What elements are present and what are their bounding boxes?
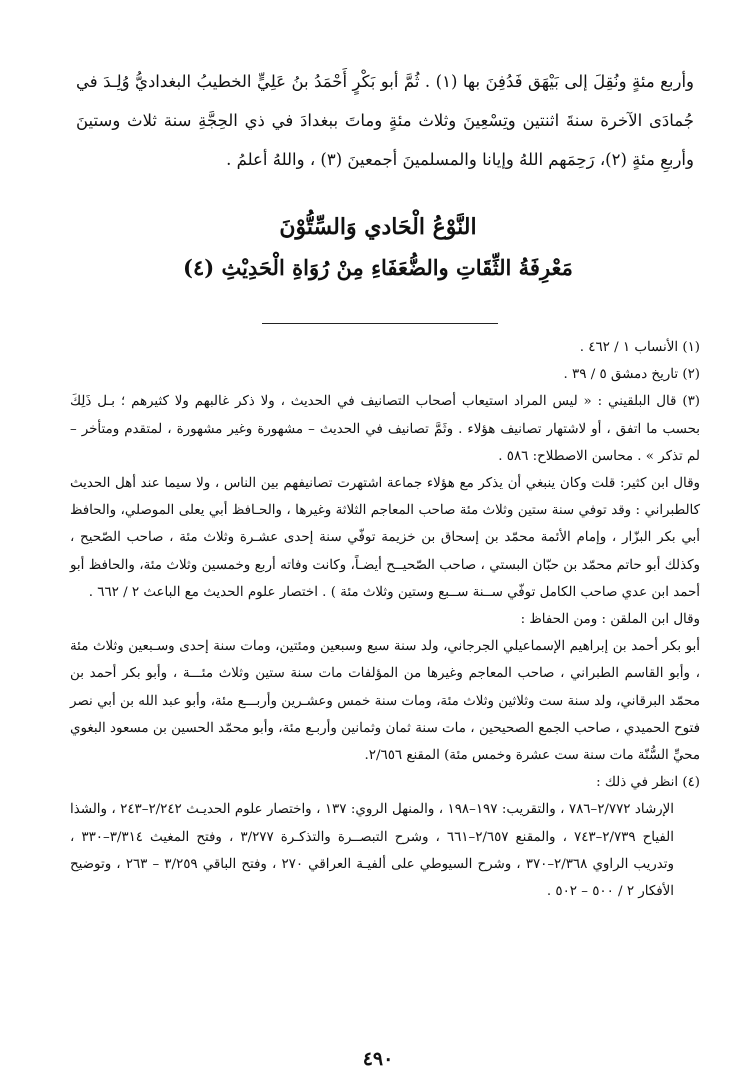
- footnote-4: الإرشاد ٢/٧٧٢–٧٨٦ ، والتقريب: ١٩٧–١٩٨ ، والمنهل الروي: ١٣٧ ، واختصار علوم الحديـث ٢/٢٤٢–٢٤٣ ، والشذا الفياح ٢/٧٣٩–٧٤٣ ، والمقنع ٢/٦٥٧–٦٦١ ، وشرح التبصــرة والتذكـرة ٣/٢٧٧ ، وفتح المغيث ٣/٣١٤–٣٣٠ ، وتدريب الراوي ٢/٣٦٨–٣٧٠ ، وشرح السيوطي على ألفيـة العراقي ٢٧٠ ، وفتح الباقي ٣/٢٥٩ – ٢٦٣ ، وتوضيح الأفكار ٢ / ٥٠٠ – ٥٠٢ .: [70, 802, 674, 900]
- footnotes-block: [70, 334, 700, 905]
- main-paragraph: وأربع مئةٍ ونُقِلَ إلى بَيْهَق فَدُفِنَ بها (١) . ثُمَّ أبو بَكْرٍ أَحْمَدُ بنُ عَلِيٍّ الخطيبُ البغداديُّ وُلِـدَ في جُمادَى الآخرة سنةَ اثنتين وتِسْعِينَ وثلاث مئةٍ وماتَ ببغدادَ في ذي الحِجَّةِ سنة ثلاث وستينَ وأربعِ مئةٍ (٢)، رَحِمَهم اللهُ وإيانا والمسلمينَ أجمعينَ (٣) ، واللهُ أعلمُ .: [76, 72, 694, 169]
- footnote-separator: [262, 323, 498, 324]
- main-text-block: [76, 62, 694, 179]
- chapter-subheading: مَعْرِفَةُ الثِّقَاتِ والضُّعَفَاءِ مِنْ رُوَاةِ الْحَدِيْثِ (٤): [183, 255, 573, 280]
- chapter-heading: النَّوْعُ الْحَادي وَالسِّتُّوْنَ: [279, 214, 477, 240]
- footnote-3: (٣) قال البلقيني : « ليس المراد استيعاب أصحاب التصانيف في الحديث ، ولا ذكر غالبهم ولا كثيرهم ؛ بـل ذَلِكَ بحسب ما اتفق ، أو لاشتهار تصانيف هؤلاء . وثَمَّ تصانيف في الحديث – مشهورة وغير مشهورة ، لمتقدم ومتأخر – لم تذكر » . محاسن الاصطلاح: ٥٨٦ .: [70, 394, 700, 464]
- page-number: ٤٩٠: [362, 1048, 394, 1070]
- footnote-3-ibn-kathir: وقال ابن كثير: قلت وكان ينبغي أن يذكر مع هؤلاء جماعة اشتهرت تصانيفهم بين الناس ، ولا سيما عند أهل الحديث كالطبراني : وقد توفي سنة ستين وثلاث مئة صاحب المعاجم الثلاثة وغيرها ، والحـافظ أبي يعلى الموصلي، والحافظ أبي بكر البزّار ، وإمام الأئمة محمّد بن إسحاق بن خزيمة توفّي سنة إحدى عشـرة وثلاث مئة ، صاحب الصّحيح ، وكذلك أبو حاتم محمّد بن حبّان البستي ، صاحب الصّحيــح أيضـاً، وكانت وفاته أربع وخمسين وثلاث مئة، والحافظ أبو أحمد ابن عدي صاحب الكامل توفّي ســنة ســبع وستين وثلاث مئة ) . اختصار علوم الحديث مع الباعث ٢ / ٦٦٢ .: [70, 476, 701, 600]
- footnote-1: (١) الأنساب ١ / ٤٦٢ .: [579, 340, 700, 355]
- footnote-4-head: (٤) انظر في ذلك :: [596, 775, 700, 791]
- footnote-3-ibn-mulaqqin: أبو بكر أحمد بن إبراهيم الإسماعيلي الجرجاني، ولد سنة سبع وسبعين ومئتين، ومات سنة إحدى وسـبعين وثلاث مئة ، وأبو القاسم الطبراني ، صاحب المعاجم وغيرها من المؤلفات مات سنة ستين وثلاث مئـــة ، وأبو بكر أحمد بن محمّد البرقاني، ولد سنة ست وثلاثين وثلاث مئة، ومات سنة خمس وعشـرين وأربـــع مئة، وأبو عبد الله بن أبي نصر فتوح الحميدي ، صاحب الجمع الصحيحين ، مات سنة ثمان وثمانين وأربـع مئة، وأبو محمّد الحسين بن مسعود البغوي محيِّ السُّنّة مات سنة ست عشرة وخمس مئة) المقنع ٢/٦٥٦.: [70, 639, 700, 764]
- footnote-2: (٢) تاريخ دمشق ٥ / ٣٩ .: [563, 367, 700, 383]
- footnote-3-ibn-mulaqqin-head: وقال ابن الملقن : ومن الحفاظ :: [520, 612, 700, 628]
